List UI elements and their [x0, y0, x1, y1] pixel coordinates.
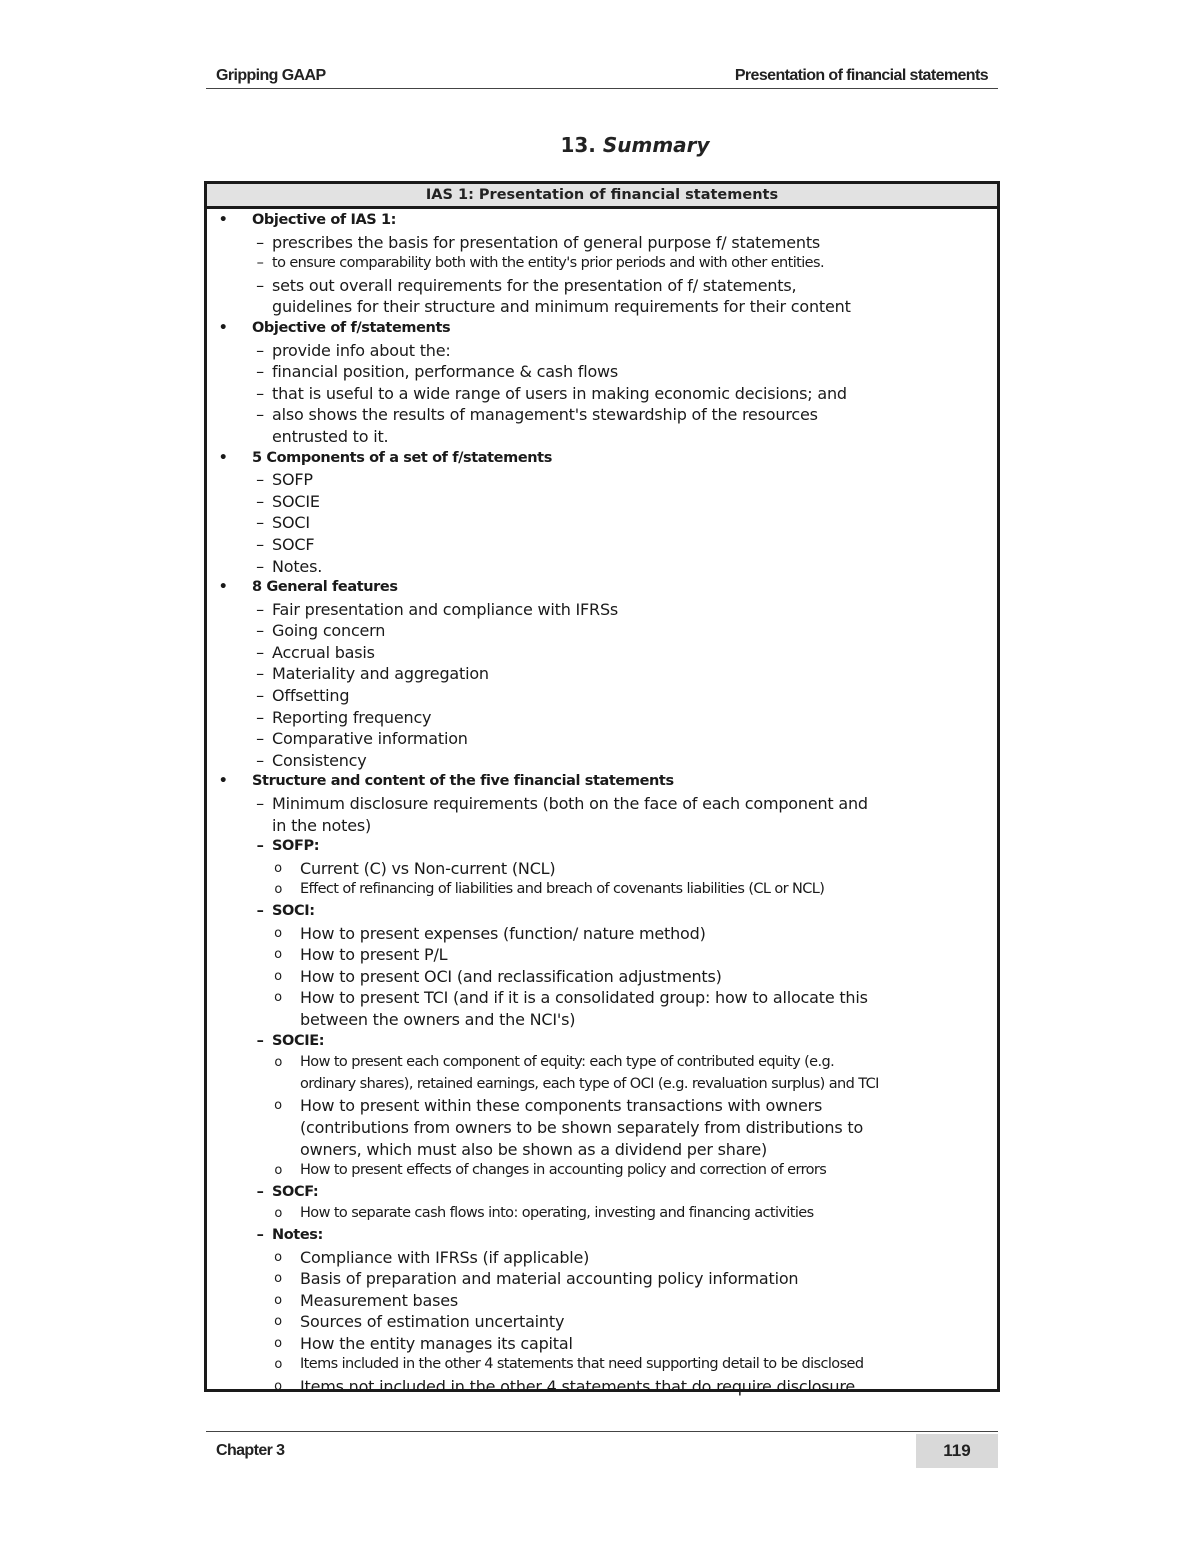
dash-marker: – — [256, 362, 264, 382]
page-header — [206, 66, 998, 89]
circle-marker: o — [274, 1335, 282, 1351]
summary-line — [207, 901, 997, 923]
summary-line — [207, 793, 997, 815]
summary-line — [207, 361, 997, 383]
dash-marker: – — [256, 903, 264, 919]
summary-line — [207, 1031, 997, 1053]
summary-line-text: Offsetting — [272, 686, 350, 706]
circle-marker: o — [274, 1249, 282, 1265]
summary-line-text: Notes. — [272, 556, 323, 576]
summary-line-text: How to present each component of equity: each type of contributed equity (e.g. — [300, 1054, 835, 1071]
summary-line-text: SOCF — [272, 534, 315, 554]
summary-line-text: sets out overall requirements for the presentation of f/ statements, — [272, 275, 797, 295]
summary-line-text: entrusted to it. — [272, 426, 389, 446]
summary-line — [207, 620, 997, 642]
dash-marker: – — [256, 838, 264, 855]
bullet-marker: • — [218, 319, 228, 336]
summary-line-text: SOCIE: — [272, 1032, 325, 1049]
summary-line — [207, 448, 997, 470]
summary-box — [204, 181, 1000, 1397]
summary-line — [207, 275, 997, 297]
summary-line-text: Accrual basis — [272, 642, 375, 662]
summary-line-text: SOCIE — [272, 491, 320, 511]
summary-line — [207, 879, 997, 901]
circle-marker: o — [274, 860, 282, 876]
summary-line-text: Objective of f/statements — [252, 319, 451, 336]
summary-line-text: between the owners and the NCI's) — [300, 1009, 576, 1029]
circle-marker: o — [274, 1098, 282, 1114]
summary-line — [207, 923, 997, 945]
dash-marker: – — [256, 556, 264, 576]
dash-marker: – — [256, 642, 264, 662]
summary-line — [207, 556, 997, 578]
summary-line — [207, 253, 997, 275]
summary-line — [207, 815, 997, 837]
dash-marker: – — [256, 491, 264, 511]
summary-line — [207, 318, 997, 340]
circle-marker: o — [274, 1379, 282, 1395]
summary-line-text: 8 General features — [252, 579, 398, 596]
dash-marker: – — [256, 275, 264, 295]
summary-line — [207, 1095, 997, 1117]
summary-line — [207, 383, 997, 405]
summary-line-text: How to present TCI (and if it is a consolidated group: how to allocate this — [300, 988, 868, 1008]
summary-line — [207, 750, 997, 772]
summary-line — [207, 599, 997, 621]
dash-marker: – — [256, 255, 264, 272]
circle-marker: o — [274, 947, 282, 963]
circle-marker: o — [274, 1314, 282, 1330]
dash-marker: – — [256, 1183, 264, 1200]
summary-line-text: How to present P/L — [300, 945, 448, 965]
dash-marker: – — [256, 513, 264, 533]
summary-line — [207, 1247, 997, 1269]
summary-line — [207, 232, 997, 254]
dash-marker: – — [256, 599, 264, 619]
summary-line-text: guidelines for their structure and minimum requirements for their content — [272, 297, 851, 317]
summary-line — [207, 340, 997, 362]
summary-line-text: ordinary shares), retained earnings, each type of OCI (e.g. revaluation surplus) and TCI — [300, 1075, 879, 1092]
summary-line-text: How to separate cash flows into: operating, investing and financing activities — [300, 1205, 814, 1222]
summary-line-text: SOCI — [272, 513, 310, 533]
section-title — [0, 133, 1200, 157]
summary-line — [207, 1290, 997, 1312]
summary-line-text: Objective of IAS 1: — [252, 212, 397, 228]
summary-line — [207, 858, 997, 880]
summary-line — [207, 663, 997, 685]
dash-marker: – — [256, 383, 264, 403]
summary-line — [207, 836, 997, 858]
summary-line-text: that is useful to a wide range of users in making economic decisions; and — [272, 383, 847, 403]
summary-box-heading: IAS 1: Presentation of financial statements — [207, 184, 997, 209]
summary-line — [207, 1009, 997, 1031]
summary-line-text: Going concern — [272, 621, 386, 641]
dash-marker: – — [256, 405, 264, 425]
summary-line-text: Current (C) vs Non-current (NCL) — [300, 858, 556, 878]
summary-line-text: Effect of refinancing of liabilities and breach of covenants liabilities (CL or NCL) — [300, 881, 825, 898]
circle-marker: o — [274, 990, 282, 1006]
summary-line-text: How to present expenses (function/ nature method) — [300, 923, 706, 943]
summary-line-text: How to present effects of changes in accounting policy and correction of errors — [300, 1162, 827, 1179]
summary-line-text: Notes: — [272, 1226, 323, 1243]
footer-chapter: Chapter 3 — [216, 1442, 285, 1459]
summary-line-text: SOFP — [272, 470, 313, 490]
dash-marker: – — [256, 686, 264, 706]
summary-line-text: Minimum disclosure requirements (both on the face of each component and — [272, 794, 868, 814]
circle-marker: o — [274, 1271, 282, 1287]
summary-line — [207, 1160, 997, 1182]
circle-marker: o — [274, 925, 282, 941]
summary-line-text: Consistency — [272, 750, 367, 770]
circle-marker: o — [274, 1206, 282, 1222]
summary-line-text: Structure and content of the five financial statements — [252, 773, 674, 790]
summary-line — [207, 1203, 997, 1225]
summary-line-text: Basis of preparation and material accounting policy information — [300, 1269, 799, 1289]
summary-line-text: Compliance with IFRSs (if applicable) — [300, 1247, 590, 1267]
summary-line-text: provide info about the: — [272, 340, 451, 360]
dash-marker: – — [256, 1032, 264, 1049]
summary-line — [207, 1074, 997, 1096]
summary-line — [207, 728, 997, 750]
summary-line — [207, 1225, 997, 1247]
summary-line-text: also shows the results of management's stewardship of the resources — [272, 405, 818, 425]
summary-line — [207, 491, 997, 513]
summary-line — [207, 1052, 997, 1074]
circle-marker: o — [274, 882, 282, 898]
bullet-marker: • — [218, 449, 228, 466]
dash-marker: – — [256, 1226, 264, 1243]
dash-marker: – — [256, 707, 264, 727]
summary-line — [207, 966, 997, 988]
summary-line — [207, 642, 997, 664]
summary-line — [207, 296, 997, 318]
dash-marker: – — [256, 534, 264, 554]
summary-line-text: Measurement bases — [300, 1290, 459, 1310]
summary-line-text: Fair presentation and compliance with IFRSs — [272, 599, 619, 619]
summary-line — [207, 685, 997, 707]
dash-marker: – — [256, 664, 264, 684]
summary-line — [207, 404, 997, 426]
dash-marker: – — [256, 621, 264, 641]
summary-line-text: How to present OCI (and reclassification adjustments) — [300, 966, 722, 986]
summary-line — [207, 987, 997, 1009]
summary-line-text: How the entity manages its capital — [300, 1333, 573, 1353]
circle-marker: o — [274, 968, 282, 984]
summary-content — [207, 210, 997, 1398]
bullet-marker: • — [218, 212, 228, 228]
dash-marker: – — [256, 470, 264, 490]
page-footer — [206, 1431, 998, 1470]
dash-marker: – — [256, 794, 264, 814]
summary-line-text: prescribes the basis for presentation of general purpose f/ statements — [272, 232, 821, 252]
summary-line-text: Reporting frequency — [272, 707, 432, 727]
summary-line — [207, 1268, 997, 1290]
circle-marker: o — [274, 1163, 282, 1179]
summary-line — [207, 469, 997, 491]
summary-line — [207, 1117, 997, 1139]
summary-line — [207, 1139, 997, 1161]
summary-line-text: Materiality and aggregation — [272, 664, 489, 684]
summary-line-text: SOCF: — [272, 1183, 319, 1200]
bullet-marker: • — [218, 773, 228, 790]
summary-line — [207, 771, 997, 793]
summary-line — [207, 1354, 997, 1376]
circle-marker: o — [274, 1055, 282, 1071]
summary-line — [207, 577, 997, 599]
summary-line — [207, 1333, 997, 1355]
summary-line — [207, 1311, 997, 1333]
summary-line-text: (contributions from owners to be shown separately from distributions to — [300, 1117, 864, 1137]
section-number: 13. — [560, 133, 596, 157]
summary-line — [207, 534, 997, 556]
summary-line-text: Sources of estimation uncertainty — [300, 1312, 565, 1332]
summary-line-text: SOFP: — [272, 838, 320, 855]
summary-line-text: Comparative information — [272, 729, 468, 749]
summary-line — [207, 1182, 997, 1204]
dash-marker: – — [256, 340, 264, 360]
summary-line-text: How to present within these components transactions with owners — [300, 1096, 823, 1116]
bullet-marker: • — [218, 579, 228, 596]
summary-line — [207, 512, 997, 534]
summary-line-text: Items not included in the other 4 statements that do require disclosure — [300, 1377, 856, 1397]
summary-line — [207, 944, 997, 966]
summary-line-text: Items included in the other 4 statements that need supporting detail to be disclosed — [300, 1356, 864, 1373]
section-heading: Summary — [602, 133, 710, 157]
dash-marker: – — [256, 750, 264, 770]
circle-marker: o — [274, 1292, 282, 1308]
summary-line-text: financial position, performance & cash flows — [272, 362, 619, 382]
summary-line-text: to ensure comparability both with the entity's prior periods and with other entities. — [272, 255, 824, 272]
summary-line-text: owners, which must also be shown as a dividend per share) — [300, 1139, 768, 1159]
summary-line-text: SOCI: — [272, 903, 315, 919]
page-number: 119 — [916, 1434, 998, 1468]
summary-line — [207, 1376, 997, 1398]
header-chapter-title: Presentation of financial statements — [734, 67, 988, 84]
summary-line — [207, 707, 997, 729]
summary-line-text: 5 Components of a set of f/statements — [252, 449, 552, 466]
dash-marker: – — [256, 232, 264, 252]
summary-line — [207, 210, 997, 232]
circle-marker: o — [274, 1357, 282, 1373]
header-book-title: Gripping GAAP — [216, 67, 326, 84]
summary-line-text: in the notes) — [272, 815, 372, 835]
summary-line — [207, 426, 997, 448]
dash-marker: – — [256, 729, 264, 749]
